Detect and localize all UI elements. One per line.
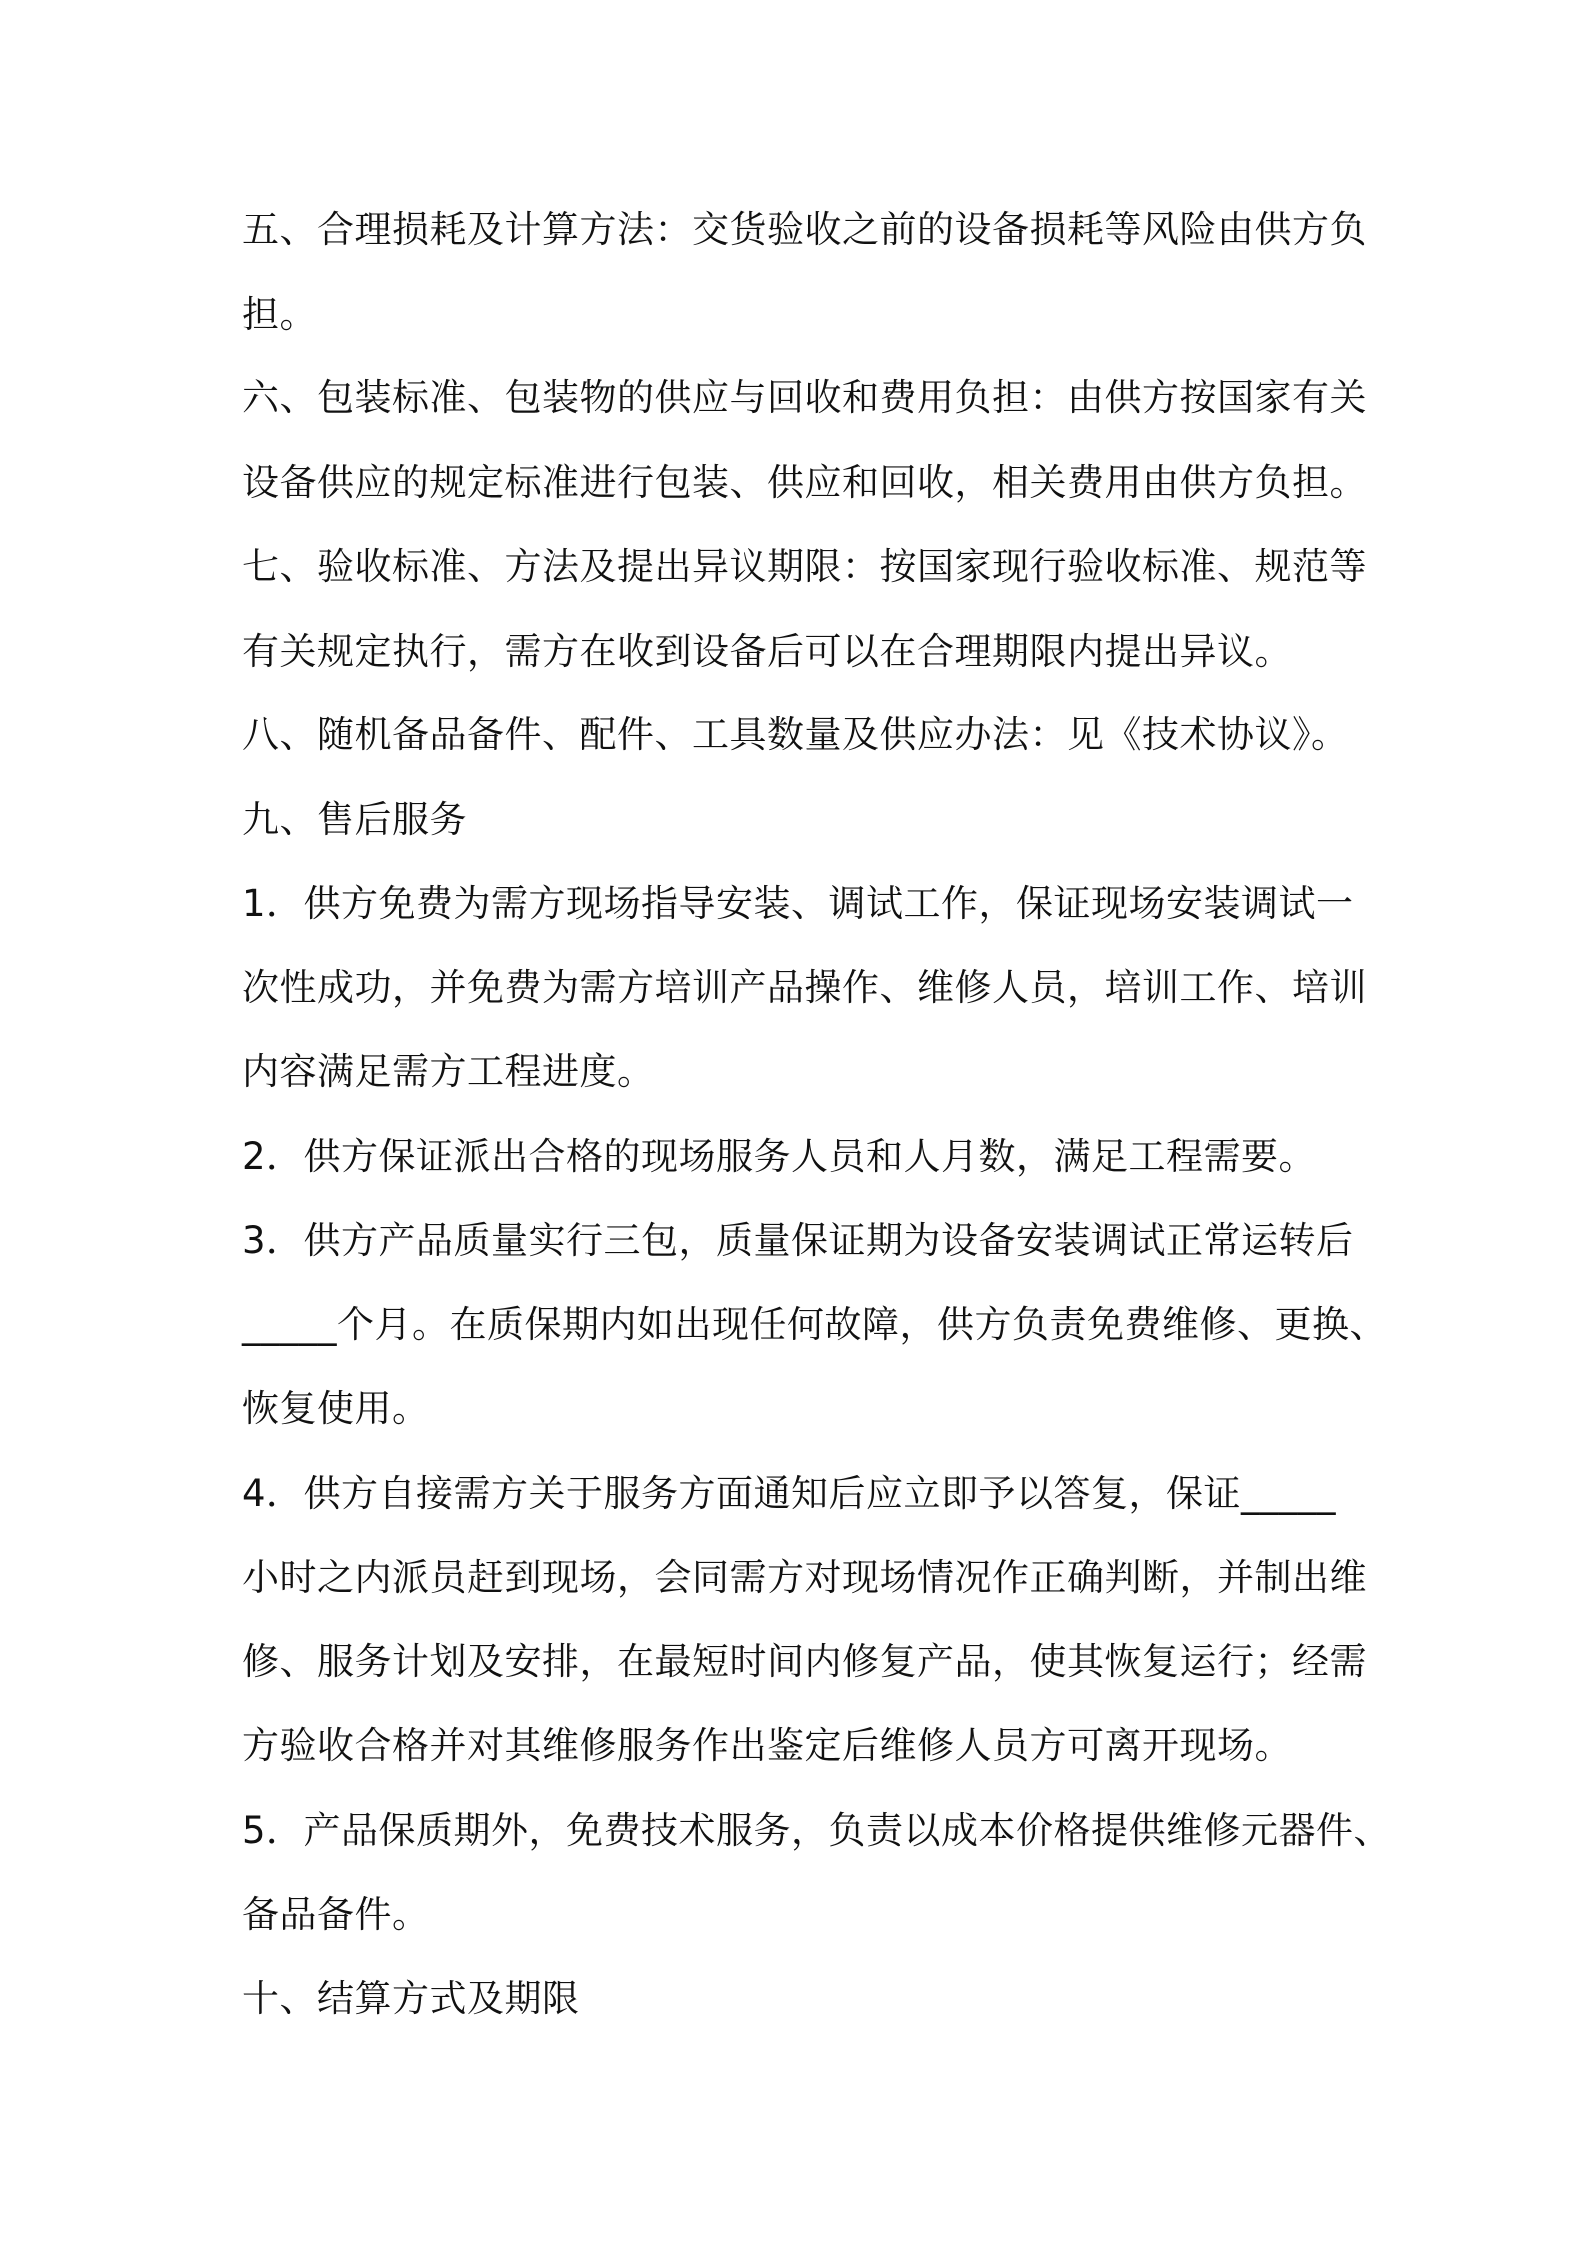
clause-6-line-2: 设备供应的规定标准进行包装、供应和回收，相关费用由供方负担。 [242,461,1367,504]
item-5-line-2: 备品备件。 [242,1893,430,1936]
item-4-line-1: 4．供方自接需方关于服务方面通知后应立即予以答复，保证_____ [242,1472,1337,1515]
clause-7-line-2: 有关规定执行，需方在收到设备后可以在合理期限内提出异议。 [242,630,1292,673]
item-5-line-1: 5．产品保质期外，免费技术服务，负责以成本价格提供维修元器件、 [242,1809,1392,1852]
item-4-line-2: 小时之内派员赶到现场，会同需方对现场情况作正确判断，并制出维 [242,1556,1367,1599]
item-2-line-1: 2．供方保证派出合格的现场服务人员和人月数，满足工程需要。 [242,1135,1317,1178]
clause-6-line-1: 六、包装标准、包装物的供应与回收和费用负担：由供方按国家有关 [242,376,1367,419]
item-4-line-4: 方验收合格并对其维修服务作出鉴定后维修人员方可离开现场。 [242,1724,1292,1767]
clause-7-line-1: 七、验收标准、方法及提出异议期限：按国家现行验收标准、规范等 [242,545,1367,588]
item-1-line-3: 内容满足需方工程进度。 [242,1050,655,1093]
section-9-heading: 九、售后服务 [242,798,467,841]
section-10-heading: 十、结算方式及期限 [242,1977,580,2020]
item-3-line-1: 3．供方产品质量实行三包，质量保证期为设备安装调试正常运转后 [242,1219,1354,1262]
item-1-line-2: 次性成功，并免费为需方培训产品操作、维修人员，培训工作、培训 [242,966,1367,1009]
item-3-line-3: 恢复使用。 [242,1387,430,1430]
item-3-line-2: _____个月。在质保期内如出现任何故障，供方负责免费维修、更换、 [242,1303,1387,1346]
item-1-line-1: 1．供方免费为需方现场指导安装、调试工作，保证现场安装调试一 [242,882,1354,925]
clause-8-line-1: 八、随机备品备件、配件、工具数量及供应办法：见《技术协议》。 [242,713,1349,756]
clause-5-line-1: 五、合理损耗及计算方法：交货验收之前的设备损耗等风险由供方负 [242,208,1367,251]
clause-5-line-2: 担。 [242,293,317,336]
item-4-line-3: 修、服务计划及安排，在最短时间内修复产品，使其恢复运行；经需 [242,1640,1367,1683]
